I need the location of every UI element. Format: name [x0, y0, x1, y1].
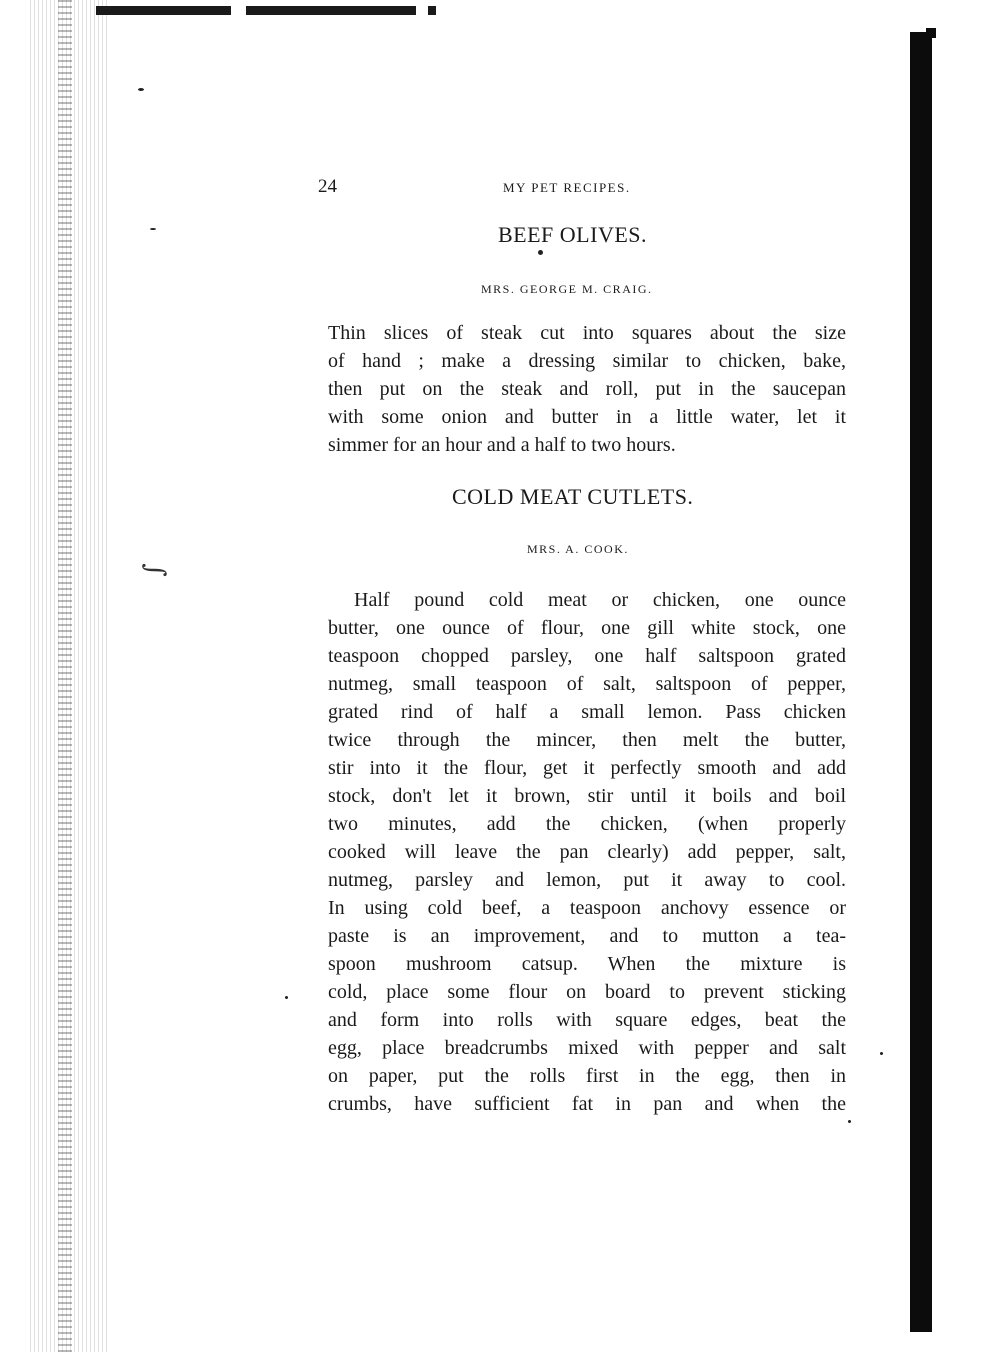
recipe-body — [328, 319, 846, 459]
text-line: egg, place breadcrumbs mixed with pepper and salt — [328, 1037, 846, 1059]
scan-speck — [285, 996, 288, 999]
scan-book-spine — [926, 28, 936, 38]
text-line: with some onion and butter in a little water, let it — [328, 406, 846, 428]
text-line: spoon mushroom catsup. When the mixture is — [328, 953, 846, 975]
running-head — [318, 176, 848, 202]
recipe-title: BEEF OLIVES. — [498, 222, 647, 247]
text-line: crumbs, have sufficient fat in pan and when the — [328, 1093, 846, 1115]
text-line: of hand ; make a dressing similar to chicken, bake, — [328, 350, 846, 372]
recipe-title: COLD MEAT CUTLETS. — [452, 484, 694, 509]
text-line: simmer for an hour and a half to two hours. — [328, 434, 676, 456]
scan-speck — [538, 250, 543, 255]
running-title: MY PET RECIPES. — [503, 180, 631, 195]
text-line: teaspoon chopped parsley, one half saltspoon grated — [328, 645, 846, 667]
page-number: 24 — [318, 176, 337, 197]
text-line: paste is an improvement, and to mutton a tea- — [328, 925, 846, 947]
scan-book-spine — [910, 32, 932, 1332]
text-line: Thin slices of steak cut into squares about the size — [328, 322, 846, 344]
recipe-body — [328, 586, 846, 1118]
text-line: and form into rolls with square edges, beat the — [328, 1009, 846, 1031]
text-line: two minutes, add the chicken, (when properly — [328, 813, 846, 835]
text-line: cooked will leave the pan clearly) add pepper, salt, — [328, 841, 846, 863]
scan-speck — [150, 228, 156, 230]
scan-edge-left-shadow — [58, 0, 72, 1352]
scan-top-bar — [428, 6, 436, 15]
scan-speck — [138, 88, 144, 91]
text-line: grated rind of half a small lemon. Pass chicken — [328, 701, 846, 723]
pencil-mark-icon: ∫ — [139, 563, 170, 577]
text-line: cold, place some flour on board to prevent sticking — [328, 981, 846, 1003]
text-line: stock, don't let it brown, stir until it boils and boil — [328, 785, 846, 807]
text-line: twice through the mincer, then melt the butter, — [328, 729, 846, 751]
scan-top-bar — [96, 6, 231, 15]
text-line: nutmeg, parsley and lemon, put it away to cool. — [328, 869, 846, 891]
text-line: Half pound cold meat or chicken, one ounce — [354, 589, 846, 611]
text-line: on paper, put the rolls first in the egg, then in — [328, 1065, 846, 1087]
text-line: In using cold beef, a teaspoon anchovy essence or — [328, 897, 846, 919]
recipe-author: MRS. GEORGE M. CRAIG. — [481, 282, 653, 296]
scan-speck — [848, 1120, 851, 1123]
text-line: butter, one ounce of flour, one gill white stock, one — [328, 617, 846, 639]
scan-top-bar — [246, 6, 416, 15]
text-line: stir into it the flour, get it perfectly smooth and add — [328, 757, 846, 779]
text-line: then put on the steak and roll, put in the saucepan — [328, 378, 846, 400]
scan-speck — [880, 1052, 883, 1055]
recipe-author: MRS. A. COOK. — [527, 542, 629, 556]
text-line: nutmeg, small teaspoon of salt, saltspoon of pepper, — [328, 673, 846, 695]
